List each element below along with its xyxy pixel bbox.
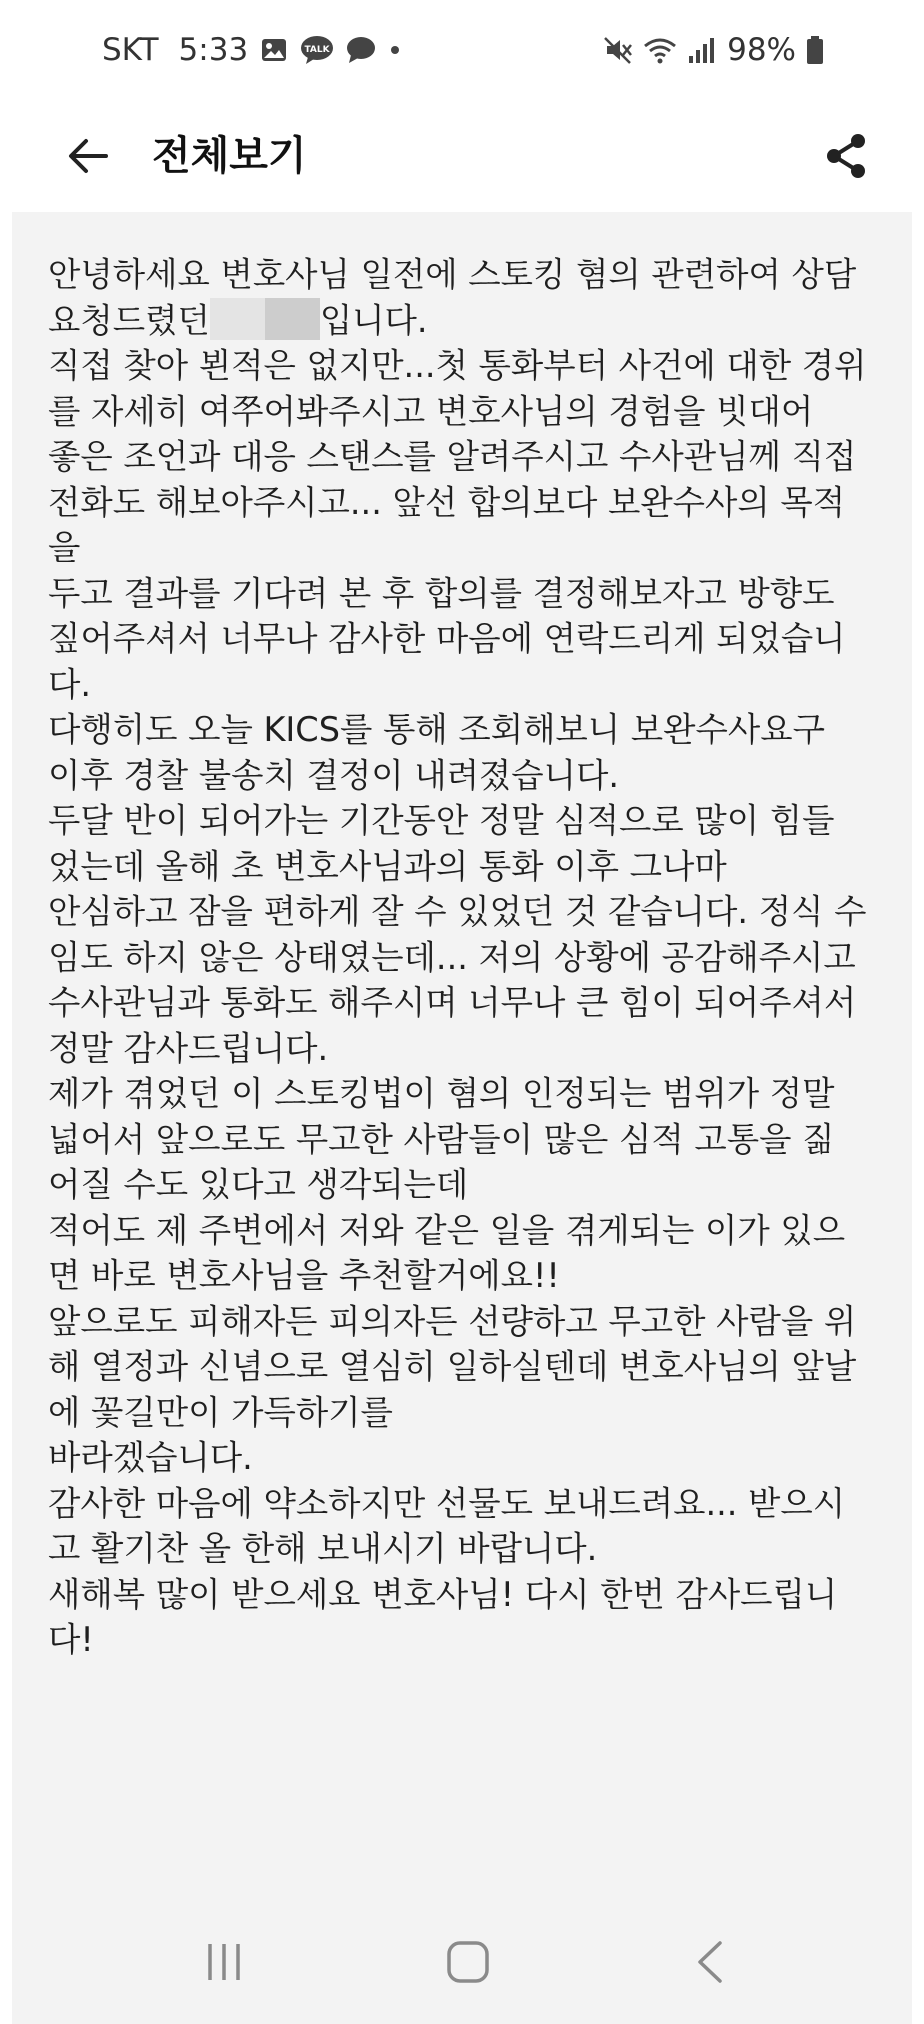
recent-apps-icon	[202, 1940, 246, 1984]
message-line: 임도 하지 않은 상태였는데... 저의 상황에 공감해주시고	[48, 937, 856, 977]
message-line: 앞으로도 피해자든 피의자든 선량하고 무고한 사람을 위	[48, 1301, 857, 1341]
nav-back-button[interactable]	[670, 1922, 750, 2002]
message-line: 해 열정과 신념으로 열심히 일하실텐데 변호사님의 앞날	[48, 1347, 857, 1386]
redacted-name-block	[210, 298, 320, 340]
wifi-icon	[643, 36, 677, 64]
message-line: 두고 결과를 기다려 본 후 합의를 결정해보자고 방향도	[48, 573, 835, 613]
message-line: 제가 겪었던 이 스토킹법이 혐의 인정되는 범위가 정말	[48, 1074, 835, 1113]
message-fragment: 입니다.	[319, 300, 428, 340]
message-line: 수사관님과 통화도 해주시며 너무나 큰 힘이 되어주셔서	[48, 983, 857, 1022]
mute-icon	[603, 35, 633, 65]
message-line: 넓어서 앞으로도 무고한 사람들이 많은 심적 고통을 짊	[48, 1119, 835, 1159]
app-bar	[0, 100, 924, 212]
message-line: 전화도 해보아주시고... 앞선 합의보다 보완수사의 목적	[48, 482, 846, 522]
nav-back-icon	[690, 1939, 730, 1985]
message-line: 고 활기찬 올 한해 보내시기 바랍니다.	[48, 1529, 598, 1568]
message-panel	[12, 212, 912, 2024]
kakaotalk-icon	[300, 35, 334, 65]
message-line: 적어도 제 주변에서 저와 같은 일을 겪게되는 이가 있으	[48, 1210, 846, 1250]
message-line: 좋은 조언과 대응 스탠스를 알려주시고 수사관님께 직접	[48, 437, 857, 476]
message-line: 직접 찾아 뵌적은 없지만...첫 통화부터 사건에 대한 경위	[48, 346, 867, 385]
message-line: 을	[48, 528, 81, 567]
message-line: 두달 반이 되어가는 기간동안 정말 심적으로 많이 힘들	[48, 801, 835, 840]
message-line: 짚어주셔서 너무나 감사한 마음에 연락드리게 되었습니	[48, 619, 846, 658]
message-line: 었는데 올해 초 변호사님과의 통화 이후 그나마	[48, 846, 727, 886]
share-button[interactable]	[810, 120, 882, 192]
message-line: 이후 경찰 불송치 결정이 내려졌습니다.	[48, 755, 620, 795]
gallery-icon	[260, 36, 288, 64]
clock: 5:33	[178, 32, 249, 68]
home-button[interactable]	[428, 1922, 508, 2002]
recent-apps-button[interactable]	[184, 1922, 264, 2002]
dot-icon	[388, 43, 402, 57]
back-arrow-icon	[64, 132, 112, 180]
message-line-with-redaction	[48, 298, 898, 344]
carrier-label: SKT	[102, 32, 159, 68]
battery-percent: 98%	[727, 32, 796, 68]
message-line: 바라겠습니다.	[48, 1438, 253, 1477]
navigation-bar	[12, 1900, 912, 2024]
message-line: 다!	[48, 1620, 94, 1659]
message-line: 새해복 많이 받으세요 변호사님! 다시 한번 감사드립니	[48, 1574, 838, 1614]
status-bar	[0, 0, 924, 100]
page-title: 전체보기	[152, 133, 307, 179]
share-icon	[823, 131, 869, 181]
message-line: 감사한 마음에 약소하지만 선물도 보내드려요... 받으시	[48, 1483, 846, 1523]
svg-text:TALK: TALK	[304, 45, 330, 55]
message-line: 정말 감사드립니다.	[48, 1028, 329, 1068]
message-line: 다행히도 오늘 KICS를 통해 조회해보니 보완수사요구	[48, 710, 825, 749]
status-right	[603, 32, 824, 68]
chat-bubble-icon	[346, 35, 376, 65]
status-left	[102, 32, 402, 68]
back-button[interactable]	[52, 120, 124, 192]
message-line: 면 바로 변호사님을 추천할거에요!!	[48, 1256, 560, 1295]
message-line: 어질 수도 있다고 생각되는데	[48, 1165, 469, 1204]
message-line: 안심하고 잠을 편하게 잘 수 있었던 것 같습니다. 정식 수	[48, 892, 867, 931]
message-fragment: 요청드렸던	[48, 300, 210, 340]
home-icon	[445, 1939, 491, 1985]
signal-icon	[687, 36, 717, 64]
message-line: 다.	[48, 664, 92, 704]
message-line: 에 꽃길만이 가득하기를	[48, 1392, 393, 1432]
battery-icon	[806, 35, 824, 65]
message-line: 를 자세히 여쭈어봐주시고 변호사님의 경험을 빗대어	[48, 391, 814, 431]
message-body	[48, 252, 898, 1663]
message-line: 안녕하세요 변호사님 일전에 스토킹 혐의 관련하여 상담	[48, 255, 857, 294]
